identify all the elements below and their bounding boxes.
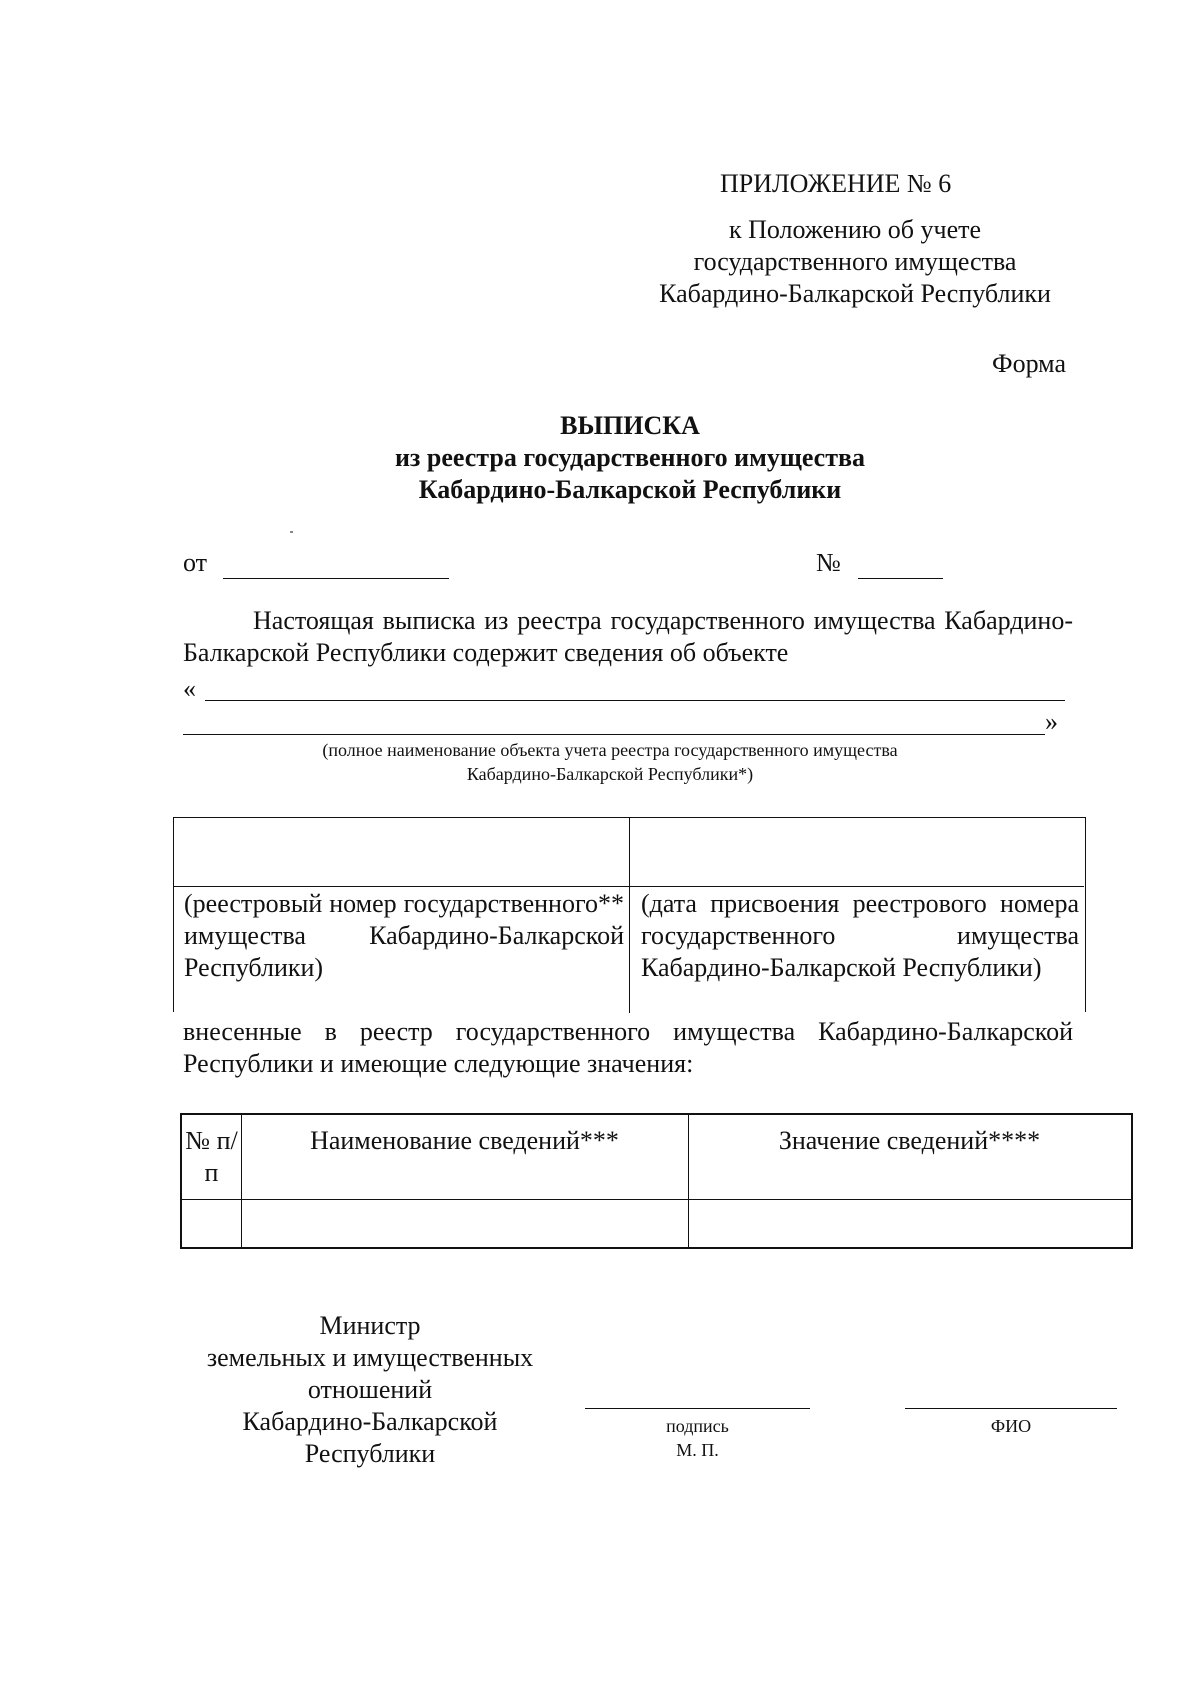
- quote-close: »: [1045, 707, 1058, 736]
- signature-label: подпись: [666, 1416, 729, 1436]
- stamp-label: М. П.: [676, 1440, 719, 1460]
- title-line: ВЫПИСКА: [560, 411, 700, 440]
- minister-line: земельных и имущественных: [206, 1343, 534, 1372]
- appendix-reference: [600, 214, 1110, 310]
- appendix-ref-line: государственного имущества: [693, 247, 1017, 276]
- intro-paragraph: Настоящая выписка из реестра государственного имущества Кабардино-Балкарской Республики содержит сведения об объекте: [183, 606, 1073, 667]
- number-field[interactable]: [858, 578, 943, 579]
- after-table-paragraph: внесенные в реестр государственного имущества Кабардино-Балкарской Республики и имеющие следующие значения:: [183, 1017, 1073, 1078]
- form-label: Форма: [992, 349, 1066, 378]
- quote-open: «: [183, 674, 196, 703]
- appendix-ref-line: Кабардино-Балкарской Республики: [659, 279, 1051, 308]
- date-field[interactable]: [223, 578, 449, 579]
- info-table: [180, 1113, 1133, 1249]
- registry-date-caption: (дата присвоения реестрового номера государственного имущества Кабардино-Балкарской Республики): [641, 889, 1079, 982]
- date-number-row: [183, 548, 943, 584]
- minister-title: [180, 1310, 560, 1470]
- document-title: [180, 410, 1080, 506]
- registry-table-horizontal-divider: [174, 886, 1084, 887]
- date-label: от: [183, 548, 208, 577]
- minister-line: Кабардино-Балкарской: [242, 1407, 498, 1436]
- appendix-title: ПРИЛОЖЕНИЕ № 6: [720, 169, 952, 198]
- registry-table-vertical-divider: [629, 818, 630, 1013]
- object-name-field-line-1[interactable]: [205, 700, 1065, 701]
- appendix-ref-line: к Положению об учете: [728, 215, 982, 244]
- minister-line: отношений: [307, 1375, 433, 1404]
- signature-field[interactable]: [585, 1408, 810, 1409]
- registry-table: [173, 817, 1086, 1012]
- title-line: Кабардино-Балкарской Республики: [418, 475, 842, 504]
- info-table-row-divider: [182, 1199, 1131, 1200]
- title-line: из реестра государственного имущества: [394, 443, 866, 472]
- column-header-number: № п/п: [185, 1126, 238, 1187]
- object-name-caption: [260, 738, 960, 786]
- minister-line: Министр: [319, 1311, 421, 1340]
- number-label: №: [816, 548, 841, 577]
- caption-line: (полное наименование объекта учета реестра государственного имущества: [322, 740, 898, 760]
- scan-speck: [290, 531, 293, 533]
- fio-field[interactable]: [905, 1408, 1117, 1409]
- caption-line: Кабардино-Балкарской Республики*): [466, 764, 754, 784]
- fio-label: ФИО: [990, 1416, 1032, 1436]
- minister-line: Республики: [304, 1439, 436, 1468]
- registry-number-caption: (реестровый номер государственного** имущества Кабардино-Балкарской Республики): [184, 889, 624, 982]
- object-name-field-line-2[interactable]: [183, 734, 1045, 735]
- column-header-value: Значение сведений****: [778, 1126, 1041, 1155]
- column-header-name: Наименование сведений***: [310, 1126, 619, 1155]
